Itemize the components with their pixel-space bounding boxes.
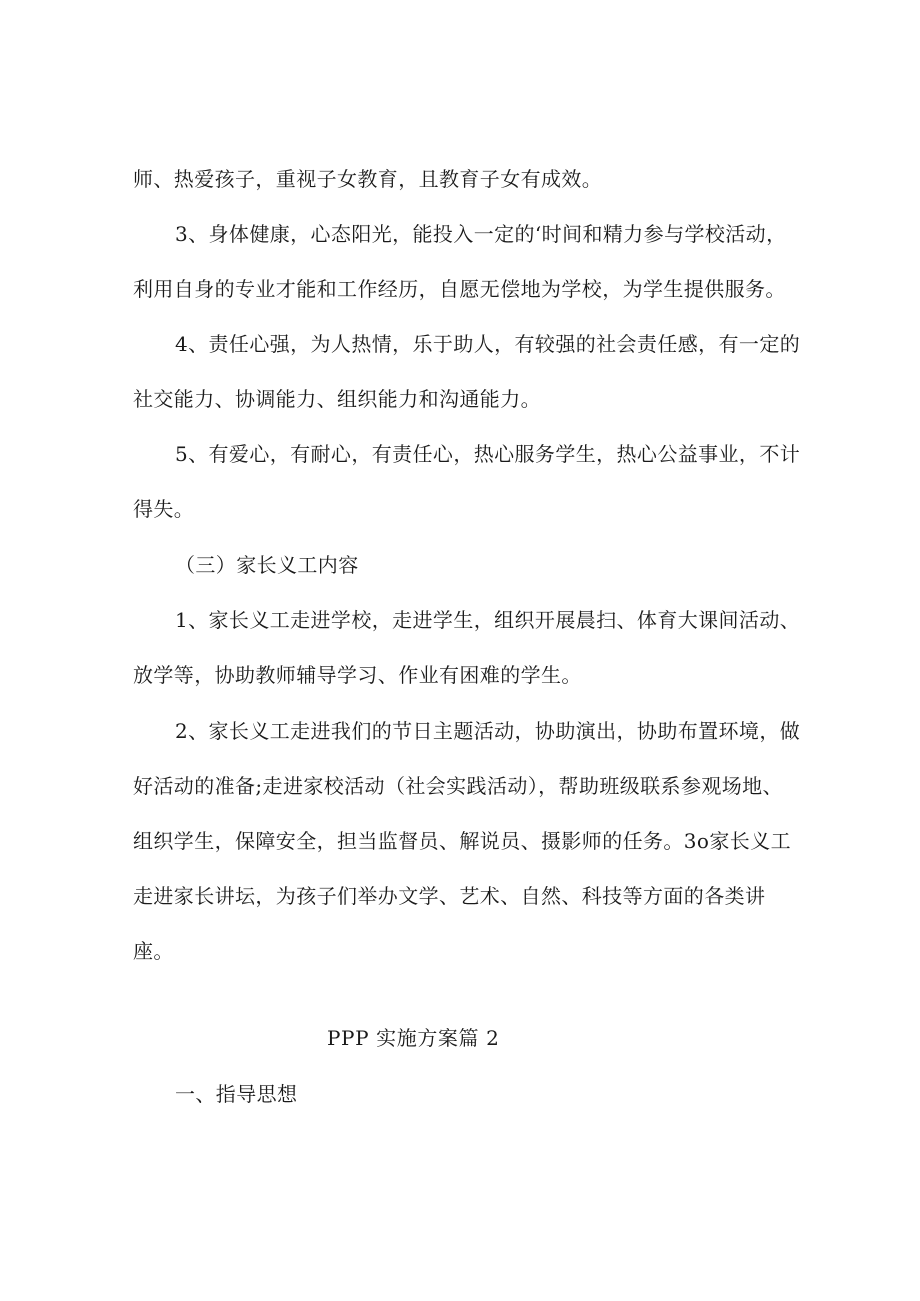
paragraph-line: 4、责任心强，为人热情，乐于助人，有较强的社会责任感，有一定的 (175, 332, 801, 356)
paragraph-line: 放学等，协助教师辅导学习、作业有困难的学生。 (133, 663, 582, 687)
paragraph-line: 师、热爱孩子，重视子女教育，且教育子女有成效。 (133, 167, 603, 191)
paragraph-line: 组织学生，保障安全，担当监督员、解说员、摄影师的任务。3o家长义工 (133, 829, 791, 853)
paragraph-line: 座。 (133, 939, 174, 963)
paragraph-line: 利用自身的专业才能和工作经历，自愿无偿地为学校，为学生提供服务。 (133, 277, 786, 301)
document-title: PPP 实施方案篇 2 (327, 1026, 500, 1050)
paragraph-line: 3、身体健康，心态阳光，能投入一定的‘时间和精力参与学校活动， (175, 222, 787, 246)
paragraph-line: 走进家长讲坛，为孩子们举办文学、艺术、自然、科技等方面的各类讲 (133, 884, 766, 908)
paragraph-line: 得失。 (133, 497, 195, 521)
paragraph-line: 社交能力、协调能力、组织能力和沟通能力。 (133, 387, 541, 411)
paragraph-line: 好活动的准备;走进家校活动（社会实践活动），帮助班级联系参观场地、 (133, 774, 783, 798)
paragraph-line: 1、家长义工走进学校，走进学生，组织开展晨扫、体育大课间活动、 (175, 608, 801, 632)
paragraph-line: 2、家长义工走进我们的节日主题活动，协助演出，协助布置环境，做 (175, 719, 801, 743)
section-heading: （三）家长义工内容 (175, 553, 359, 577)
paragraph-line: 5、有爱心，有耐心，有责任心，热心服务学生，热心公益事业，不计 (175, 442, 801, 466)
section-heading: 一、指导思想 (175, 1082, 298, 1106)
